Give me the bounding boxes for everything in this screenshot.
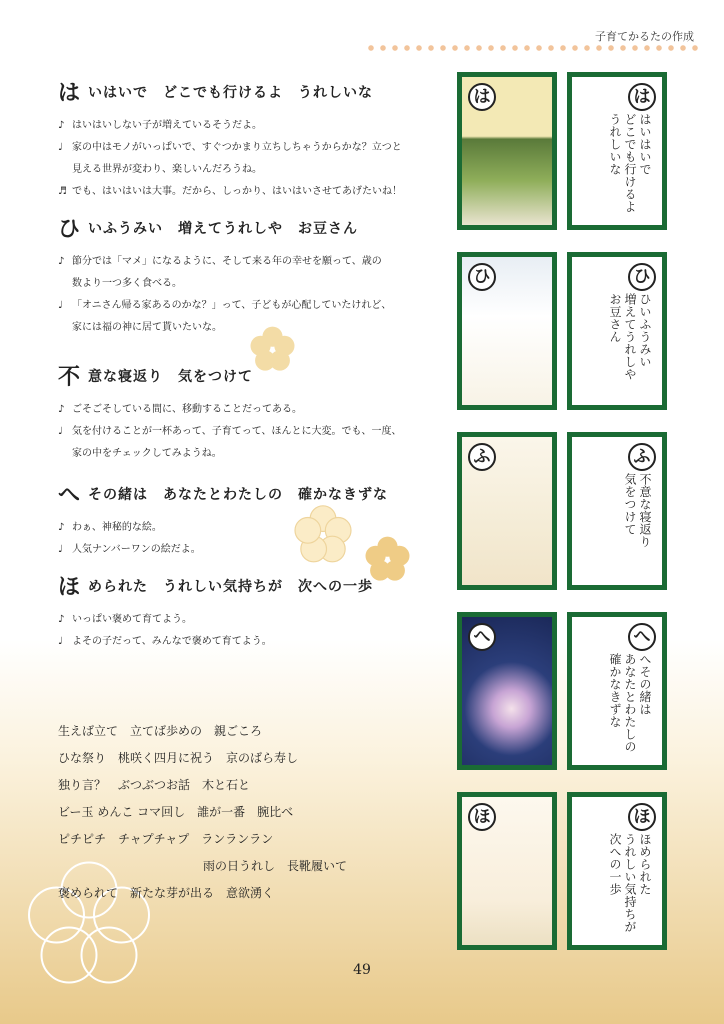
- music-note-icon: [58, 273, 72, 295]
- card-illustration-crawling-baby: [462, 77, 552, 225]
- picture-card: [457, 72, 557, 230]
- bullet-text: いっぱい褒めて育てよう。: [72, 614, 192, 625]
- poem-line: ピチピチ チャプチャプ ランランラン: [58, 832, 274, 846]
- music-note-icon: ♪: [58, 614, 65, 625]
- section-phrase: その緒は あなたとわたしの 確かなきずな: [88, 486, 389, 503]
- text-card-face: [572, 257, 662, 405]
- text-card: [567, 792, 667, 950]
- bullet-item: [58, 273, 458, 295]
- karuta-card-pair: [457, 252, 671, 410]
- poem-line: ビー玉 めんこ コマ回し 誰が一番 腕比べ: [58, 805, 294, 819]
- card-kana-badge: ひ: [468, 263, 496, 291]
- section-heading: [58, 212, 458, 243]
- bullet-text: でも、はいはいは大事。だから、しっかり、はいはいさせてあげたいね！: [72, 186, 402, 197]
- bullet-text: 家の中はモノがいっぱいで、すぐつかまり立ちしちゃうからかな？立つと: [72, 142, 402, 153]
- card-kana-badge: は: [468, 83, 496, 111]
- bullet-list: [58, 609, 458, 653]
- bullet-text: 数より一つ多く食べる。: [72, 278, 182, 289]
- bullet-item: [58, 443, 458, 465]
- card-kana-badge: ふ: [468, 443, 496, 471]
- bullet-text: 「オニさん帰る家あるのかな？」って、子どもが心配していたけれど、: [72, 300, 392, 311]
- poem-line: 雨の日うれし 長靴履いて: [203, 859, 348, 873]
- bullet-text: 家には福の神に居て貰いたいな。: [72, 322, 222, 333]
- poem-line: 独り言？ ぶつぶつお話 木と石と: [58, 778, 251, 792]
- picture-card: [457, 432, 557, 590]
- music-note-icon: ♩: [58, 300, 63, 311]
- card-kana-badge: ほ: [468, 803, 496, 831]
- bullet-item: [58, 399, 458, 421]
- section-kana: ほ: [58, 575, 81, 600]
- section-kana: 不: [58, 365, 81, 390]
- bullet-item: [58, 631, 458, 653]
- bullet-item: [58, 159, 458, 181]
- music-note-icon: ♪: [58, 120, 65, 131]
- bullet-item: [58, 115, 458, 137]
- bullet-text: 人気ナンバーワンの絵だよ。: [72, 544, 201, 555]
- section-ha: [58, 76, 458, 203]
- page-number: 49: [353, 962, 371, 978]
- poem-line: 生えば立て 立てば歩めの 親ごころ: [58, 724, 263, 738]
- text-card-face: [572, 437, 662, 585]
- card-kana-badge: へ: [468, 623, 496, 651]
- card-text: 不意な寝返り 気をつけて: [623, 473, 652, 548]
- card-illustration-umbilical-swirl: [462, 617, 552, 765]
- card-text: ほめられた うれしい気持ちが 次への一歩: [608, 833, 652, 933]
- poem-line: ひな祭り 桃咲く四月に祝う 京のばら寿し: [58, 751, 299, 765]
- section-phrase: いはいで どこでも行けるよ うれしいな: [88, 84, 374, 101]
- card-text: はいはいで どこでも行けるよ うれしいな: [608, 113, 652, 213]
- bullet-text: わぁ、神秘的な絵。: [72, 522, 162, 533]
- flower-outline-icon: [288, 500, 358, 570]
- dotted-divider: [365, 44, 700, 52]
- bullet-item: [58, 251, 458, 273]
- music-note-icon: [58, 443, 72, 465]
- bullet-text: 家の中をチェックしてみようね。: [72, 448, 222, 459]
- bullet-text: よその子だって、みんなで褒めて育てよう。: [72, 636, 272, 647]
- poem-list: [58, 718, 347, 907]
- bullet-text: 見える世界が変わり、楽しいんだろうね。: [72, 164, 262, 175]
- card-kana-badge: ひ: [628, 263, 656, 291]
- karuta-card-pair: [457, 792, 671, 950]
- bullet-list: [58, 115, 458, 203]
- card-kana-badge: ほ: [628, 803, 656, 831]
- text-card: [567, 432, 667, 590]
- text-card-face: [572, 77, 662, 225]
- card-text: へその緒は あなたとわたしの 確かなきずな: [608, 653, 652, 753]
- music-note-icon: ♬: [58, 186, 67, 197]
- flower-decoration-icon: [245, 322, 300, 377]
- karuta-card-pair: [457, 72, 671, 230]
- section-phrase: 意な寝返り 気をつけて: [88, 368, 254, 385]
- bullet-item: [58, 295, 458, 317]
- section-kana: は: [58, 81, 81, 106]
- picture-card: [457, 792, 557, 950]
- text-card: [567, 72, 667, 230]
- music-note-icon: ♪: [58, 522, 65, 533]
- bullet-item: [58, 181, 458, 203]
- music-note-icon: ♪: [58, 404, 65, 415]
- section-heading: [58, 76, 458, 107]
- karuta-card-pair: [457, 432, 671, 590]
- bullet-list: [58, 399, 458, 465]
- card-text: ひいふうみい 増えてうれしや お豆さん: [608, 293, 652, 381]
- music-note-icon: [58, 317, 72, 339]
- section-phrase: いふうみい 増えてうれしや お豆さん: [88, 220, 359, 237]
- music-note-icon: ♩: [58, 636, 63, 647]
- bullet-item: [58, 137, 458, 159]
- picture-card: [457, 612, 557, 770]
- text-card: [567, 612, 667, 770]
- card-kana-badge: は: [628, 83, 656, 111]
- header-title: 子育てかるたの作成: [595, 30, 694, 43]
- music-note-icon: ♩: [58, 544, 63, 555]
- section-hi: [58, 212, 458, 339]
- bullet-text: 節分では「マメ」になるように、そして来る年の幸せを願って、歳の: [72, 256, 382, 267]
- karuta-card-pair: [457, 612, 671, 770]
- music-note-icon: [58, 159, 72, 181]
- card-illustration-praised-child: [462, 797, 552, 945]
- poem-line: 褒められて 新たな芽が出る 意欲湧く: [58, 886, 275, 900]
- bullet-text: ごそごそしている間に、移動することだってある。: [72, 404, 302, 415]
- picture-card: [457, 252, 557, 410]
- section-kana: へ: [58, 483, 81, 508]
- text-card-face: [572, 617, 662, 765]
- bullet-text: 気を付けることが一杯あって、子育てって、ほんとに大変。でも、一度、: [72, 426, 402, 437]
- music-note-icon: ♩: [58, 142, 63, 153]
- bullet-item: [58, 609, 458, 631]
- section-phrase: められた うれしい気持ちが 次への一歩: [88, 578, 374, 595]
- section-heading: [58, 478, 458, 509]
- card-illustration-crib-baby: [462, 437, 552, 585]
- bullet-text: はいはいしない子が増えているそうだよ。: [72, 120, 262, 131]
- card-kana-badge: へ: [628, 623, 656, 651]
- text-card: [567, 252, 667, 410]
- bullet-item: [58, 421, 458, 443]
- text-card-face: [572, 797, 662, 945]
- card-kana-badge: ふ: [628, 443, 656, 471]
- music-note-icon: ♩: [58, 426, 63, 437]
- card-illustration-children-beans: [462, 257, 552, 405]
- flower-decoration-icon: [360, 532, 415, 587]
- music-note-icon: ♪: [58, 256, 65, 267]
- section-kana: ひ: [58, 217, 81, 242]
